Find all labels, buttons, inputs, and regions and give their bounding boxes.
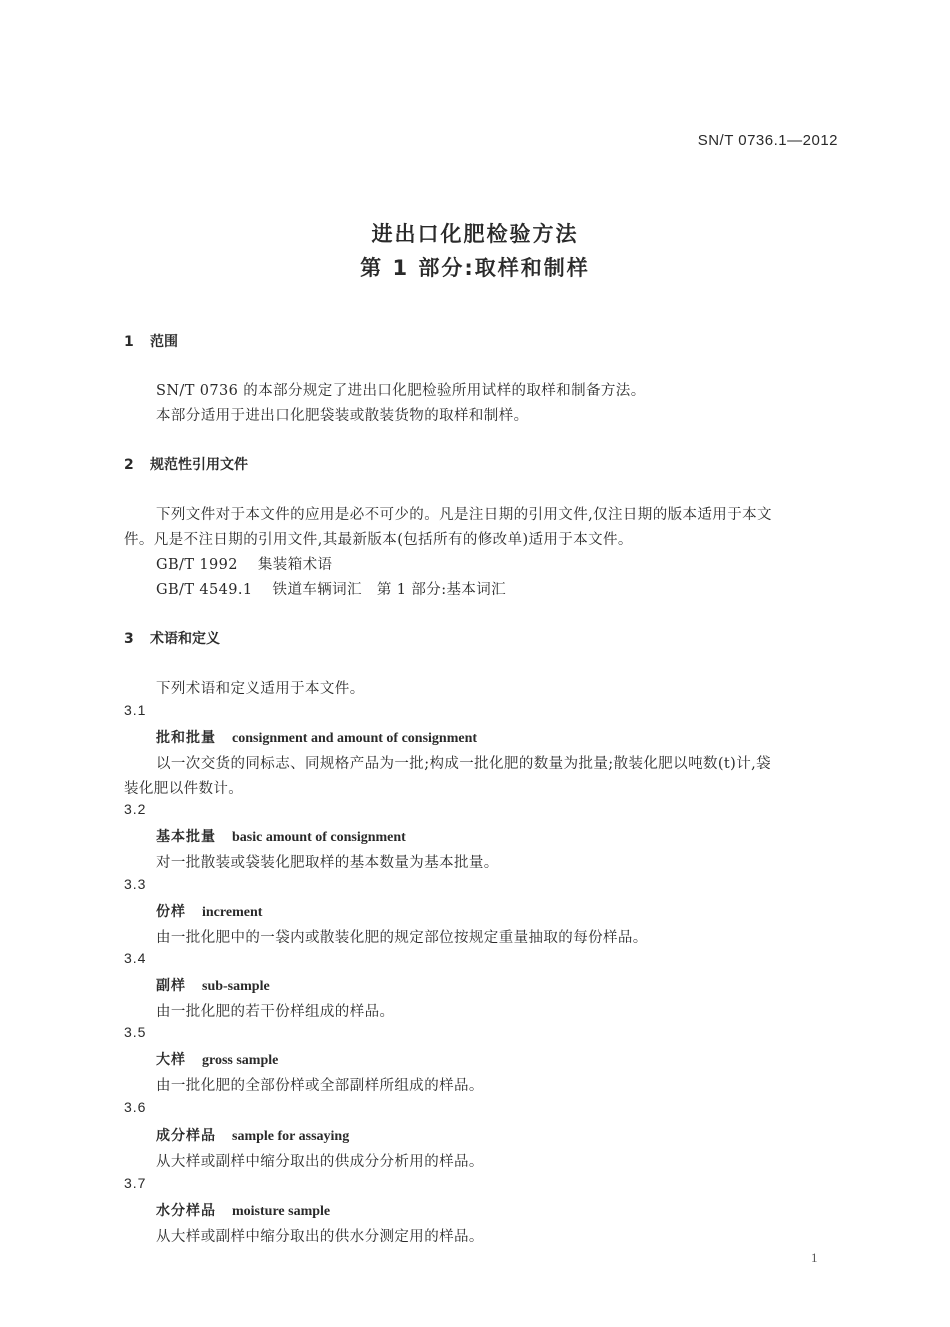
term-number: 3.4 <box>124 950 147 966</box>
term-definition: 以一次交货的同标志、同规格产品为一批;构成一批化肥的数量为批量;散装化肥以吨数(t)计,袋 <box>156 756 772 772</box>
term-entry: 基本批量 basic amount of consignment <box>156 829 406 845</box>
term-number: 3.3 <box>124 876 147 892</box>
term-definition: 从大样或副样中缩分取出的供成分分析用的样品。 <box>156 1154 484 1170</box>
term-entry: 大样 gross sample <box>156 1052 279 1068</box>
document-title: 进出口化肥检验方法 <box>371 222 579 246</box>
section-heading-scope: 1 范围 <box>124 334 178 350</box>
paragraph-continuation: 件。凡是不注日期的引用文件,其最新版本(包括所有的修改单)适用于本文件。 <box>124 532 633 548</box>
reference-item: GB/T 4549.1 铁道车辆词汇 第 1 部分:基本词汇 <box>156 582 507 598</box>
term-entry: 批和批量 consignment and amount of consignment <box>156 730 478 746</box>
term-entry: 成分样品 sample for assaying <box>156 1128 350 1144</box>
reference-item: GB/T 1992 集装箱术语 <box>156 557 333 573</box>
term-definition: 由一批化肥的若干份样组成的样品。 <box>156 1004 395 1020</box>
term-number: 3.7 <box>124 1175 147 1191</box>
term-entry: 份样 increment <box>156 904 263 920</box>
document-subtitle: 第 1 部分:取样和制样 <box>360 256 590 280</box>
standard-number: SN/T 0736.1—2012 <box>697 132 838 149</box>
term-definition: 由一批化肥中的一袋内或散装化肥的规定部位按规定重量抽取的每份样品。 <box>156 930 648 946</box>
paragraph: 下列文件对于本文件的应用是必不可少的。凡是注日期的引用文件,仅注日期的版本适用于本文 <box>156 507 772 523</box>
term-number: 3.1 <box>124 702 147 718</box>
paragraph: SN/T 0736 的本部分规定了进出口化肥检验所用试样的取样和制备方法。 <box>156 383 646 399</box>
term-definition: 从大样或副样中缩分取出的供水分测定用的样品。 <box>156 1229 484 1245</box>
paragraph: 下列术语和定义适用于本文件。 <box>156 681 365 697</box>
paragraph: 本部分适用于进出口化肥袋装或散装货物的取样和制样。 <box>156 408 529 424</box>
term-entry: 水分样品 moisture sample <box>156 1203 331 1219</box>
term-definition: 由一批化肥的全部份样或全部副样所组成的样品。 <box>156 1078 484 1094</box>
term-number: 3.2 <box>124 801 147 817</box>
section-heading-terms-definitions: 3 术语和定义 <box>124 631 220 647</box>
term-number: 3.5 <box>124 1024 147 1040</box>
term-definition: 对一批散装或袋装化肥取样的基本数量为基本批量。 <box>156 855 499 871</box>
term-definition-continuation: 装化肥以件数计。 <box>124 781 244 797</box>
section-heading-normative-references: 2 规范性引用文件 <box>124 457 248 473</box>
term-number: 3.6 <box>124 1099 147 1115</box>
page-number: 1 <box>811 1250 818 1265</box>
term-entry: 副样 sub-sample <box>156 978 270 994</box>
